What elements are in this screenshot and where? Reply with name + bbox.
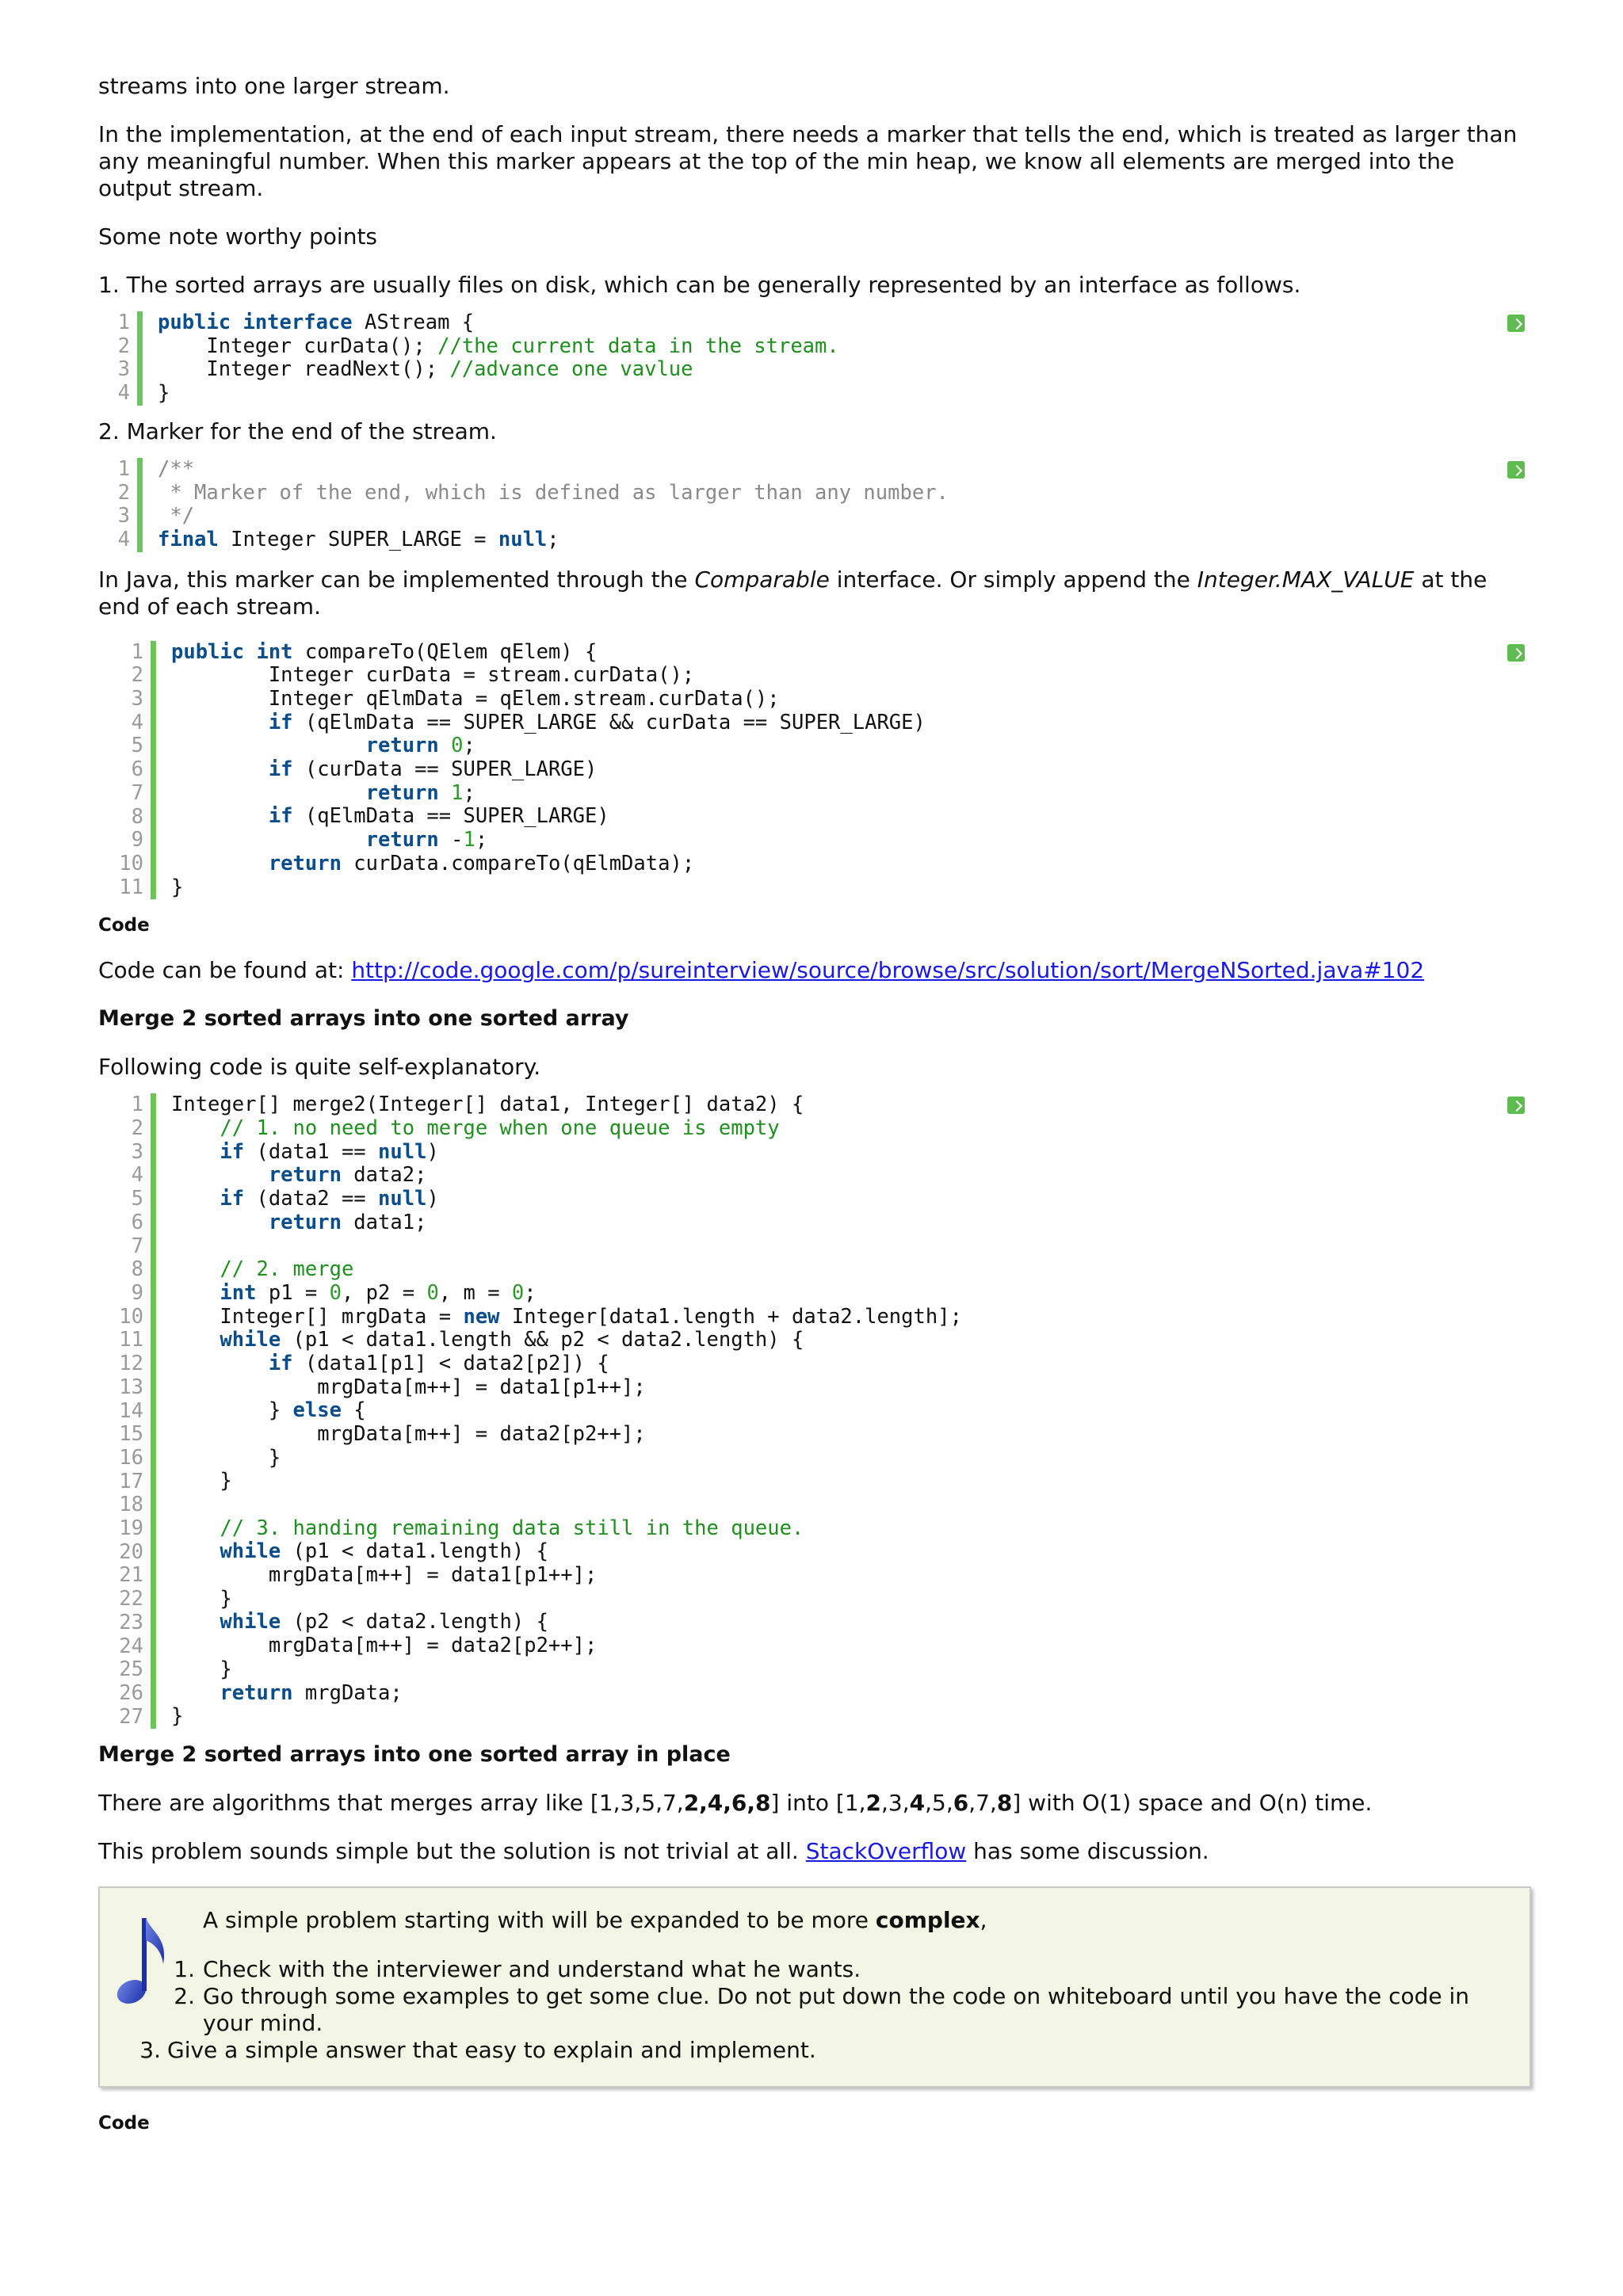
code-line: Integer curData(); //the current data in the stream. [158,334,839,358]
line-number-gutter: 1 2 3 4 5 6 7 8 9 10 11 [98,641,156,900]
bold-run: 2,4,6,8 [683,1790,771,1817]
code-line: while (p1 < data1.length) { [220,1539,548,1564]
comparable-term: Comparable [694,566,830,593]
list-number: 2. [174,1983,195,2010]
note-box [98,1886,1531,2088]
text-run: A simple problem starting with will be expanded to be more [203,1907,876,1934]
code-line: while (p1 < data1.length && p2 < data2.length) { [220,1328,804,1352]
code-line: return 0; [365,734,475,758]
list-item [139,2037,1498,2064]
source-code-link[interactable]: http://code.google.com/p/sureinterview/source/browse/src/solution/sort/MergeNSorted.java#102 [351,957,1425,984]
code-line: // 3. handing remaining data still in the queue. [220,1516,804,1540]
point-1: 1. The sorted arrays are usually files on disk, which can be generally represented by an interface as follows. [98,272,1301,298]
intro-line: streams into one larger stream. [98,73,450,99]
text-run: has some discussion. [966,1838,1209,1865]
code-line: return data1; [268,1210,427,1234]
code-line: public interface AStream { [158,311,475,334]
copy-code-icon[interactable] [1507,461,1525,479]
list-number: 1. [174,1956,195,1983]
text-run: This problem sounds simple but the solution is not trivial at all. [98,1838,806,1865]
point-2: 2. Marker for the end of the stream. [98,418,497,444]
code-block-merge2 [98,1093,1525,1729]
marker-paragraph: In the implementation, at the end of each input stream, there needs a marker that tells the end, which is treated as larger than any meaningful number. When this marker appears at the top of the min heap, we know all elements are merged into the output stream. [98,121,1518,201]
text-run: Code can be found at: [98,957,352,984]
line-number-gutter: 1 2 3 4 5 6 7 8 9 10 11 12 13 14 15 16 17 18 19 20 21 22 23 24 25 26 27 [98,1093,156,1729]
code-line [171,1493,962,1517]
code-label: Code [98,2113,150,2134]
java-marker-paragraph [98,566,1525,620]
code-line: final Integer SUPER_LARGE = null; [158,527,559,551]
text-run: , [980,1907,987,1934]
note-lead [203,1907,1498,1934]
code-line: Integer qElmData = qElem.stream.curData(); [171,687,780,711]
code-block-compareto [98,641,1525,900]
code-line: // 2. merge [220,1257,354,1282]
self-explanatory-text: Following code is quite self-explanatory. [98,1054,541,1081]
code-line: if (data1 == null) [220,1139,439,1164]
code-line: return data2; [268,1163,427,1188]
code-line: mrgData[m++] = data1[p1++]; [171,1563,598,1588]
code-line: } [171,875,184,899]
list-item-text: Give a simple answer that easy to explain and implement. [167,2037,816,2064]
copy-code-icon[interactable] [1507,1097,1525,1114]
text-run: interface. Or simply append the [829,566,1197,593]
copy-code-icon[interactable] [1507,315,1525,332]
code-line: if (curData == SUPER_LARGE) [268,757,598,782]
line-number-gutter: 1 2 3 4 [98,311,143,406]
code-lines [143,311,839,406]
text-run: ] into [1, [770,1790,866,1817]
code-line: */ [158,504,195,528]
code-line: mrgData[m++] = data1[p1++]; [171,1375,646,1399]
code-line: /** [158,456,195,481]
code-lines [156,1093,962,1729]
text-run: at the end of each stream. [98,566,1487,620]
code-line: if (data1[p1] < data2[p2]) { [268,1351,609,1375]
bold-run: 8 [996,1790,1013,1817]
code-line: } [171,1704,184,1729]
code-line [171,1234,962,1258]
inplace-paragraph [98,1790,1525,1817]
code-label: Code [98,915,150,936]
bold-run: complex [875,1907,980,1934]
code-link-paragraph [98,957,1525,984]
code-line: } [158,381,170,406]
code-line: } else { [171,1398,366,1423]
code-line: if (qElmData == SUPER_LARGE) [268,804,609,829]
list-number: 3. [139,2037,161,2064]
list-item-text: Check with the interviewer and understand what he wants. [203,1956,861,1983]
bold-run: 6 [953,1790,969,1817]
merge2-heading: Merge 2 sorted arrays into one sorted array [98,1006,629,1032]
list-item [174,1983,1498,2037]
code-line: if (qElmData == SUPER_LARGE && curData == SUPER_LARGE) [268,710,926,734]
inplace-heading: Merge 2 sorted arrays into one sorted array in place [98,1742,731,1768]
code-line: public int compareTo(QElem qElem) { [171,639,598,664]
code-line: // 1. no need to merge when one queue is empty [220,1116,780,1141]
code-line: Integer curData = stream.curData(); [171,663,695,688]
noteworthy-heading: Some note worthy points [98,223,378,250]
stackoverflow-link[interactable]: StackOverflow [805,1838,967,1865]
code-line: mrgData[m++] = data2[p2++]; [171,1421,646,1446]
code-line: } [171,1469,232,1493]
code-line: } [171,1657,232,1681]
code-line: } [171,1445,281,1470]
code-line: Integer readNext(); //advance one vavlue [158,357,693,382]
line-number-gutter: 1 2 3 4 [98,458,143,552]
stackoverflow-paragraph [98,1838,1525,1865]
code-line: return mrgData; [220,1680,403,1705]
code-lines [156,641,926,900]
text-run: There are algorithms that merges array like [1,3,5,7, [98,1790,684,1817]
code-line: mrgData[m++] = data2[p2++]; [171,1634,598,1658]
code-line: while (p2 < data2.length) { [220,1610,548,1634]
code-line: * Marker of the end, which is defined as larger than any number. [158,480,949,505]
code-line: } [171,1586,232,1611]
code-line: if (data2 == null) [220,1187,439,1211]
note-list [139,1956,1498,2064]
bold-run: 4 [909,1790,926,1817]
list-item-text: Go through some examples to get some clue. Do not put down the code on whiteboard until you have the code in your mind. [203,1983,1470,2037]
code-line: return 1; [365,780,475,805]
text-run: ,3, [881,1790,910,1817]
code-block-marker [98,458,1525,552]
code-line: int p1 = 0, p2 = 0, m = 0; [220,1280,537,1305]
copy-code-icon[interactable] [1507,644,1525,662]
text-run: ] with O(1) space and O(n) time. [1012,1790,1373,1817]
code-block-astream [98,311,1525,406]
text-run: In Java, this marker can be implemented through the [98,566,695,593]
code-line: return curData.compareTo(qElmData); [268,851,695,875]
bold-run: 2 [865,1790,882,1817]
text-run: ,7, [968,1790,997,1817]
code-line: return -1; [365,828,488,852]
max-value-term: Integer.MAX_VALUE [1197,566,1415,593]
text-run: ,5, [925,1790,953,1817]
code-line: Integer[] mrgData = new Integer[data1.length + data2.length]; [171,1304,962,1329]
code-line: Integer[] merge2(Integer[] data1, Integer[] data2) { [171,1093,804,1117]
list-item [174,1956,1498,1983]
code-lines [143,458,949,552]
